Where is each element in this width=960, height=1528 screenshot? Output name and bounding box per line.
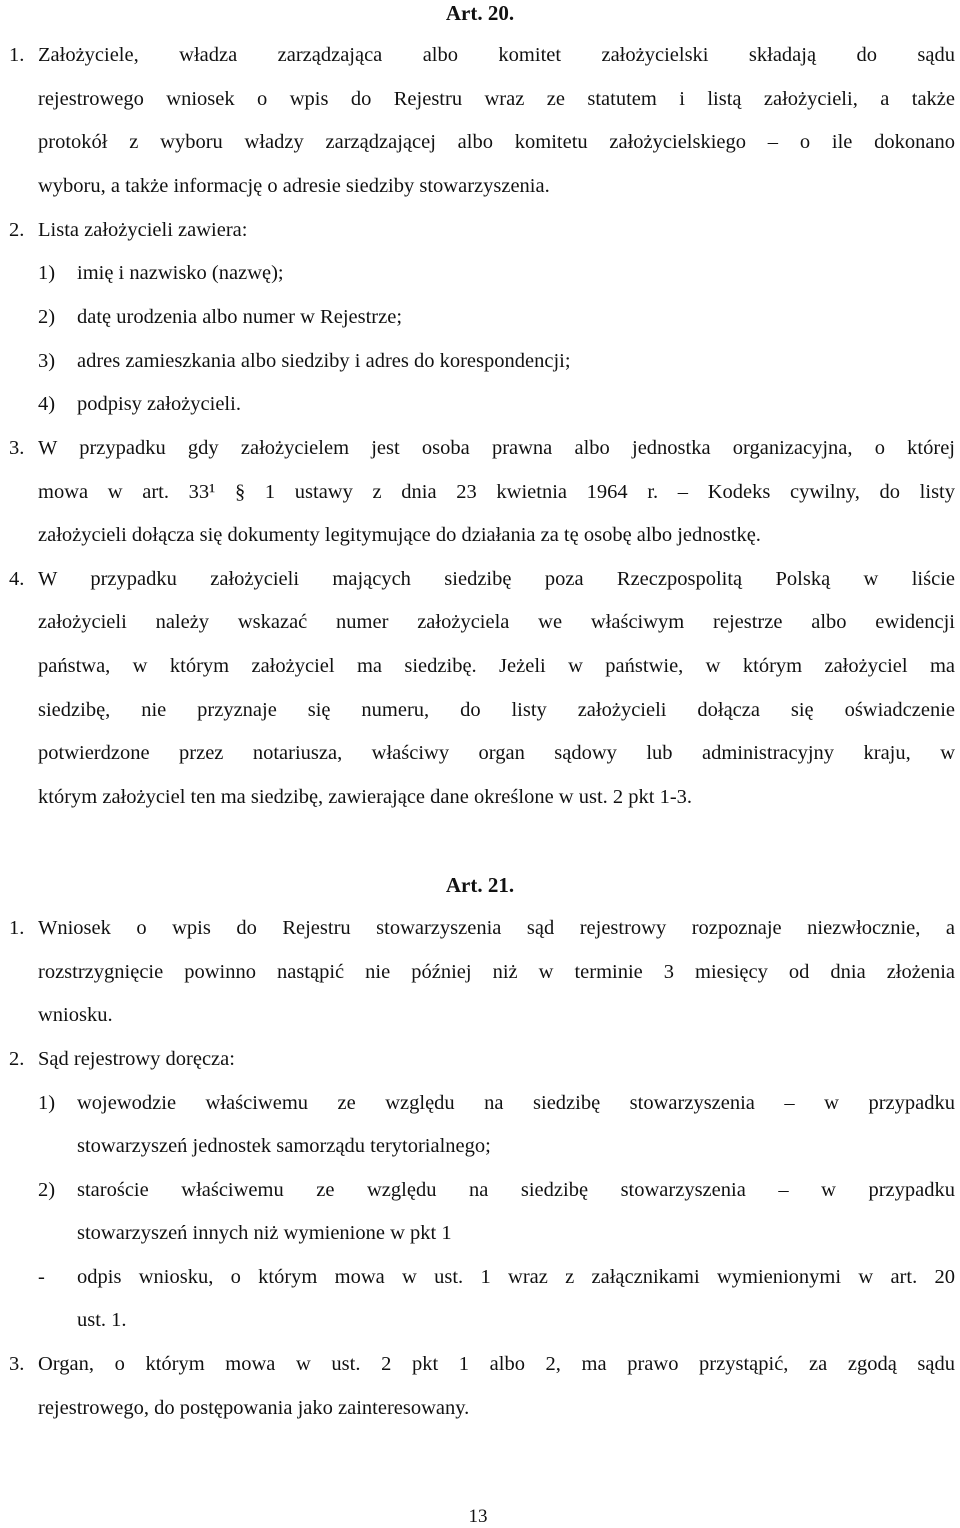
list-item: staroście właściwemu ze względu na siedzibę stowarzyszenia – w przypadku — [77, 1179, 955, 1201]
list-item: stowarzyszeń innych niż wymienione w pkt 1 — [77, 1222, 452, 1244]
item-number: 4) — [38, 393, 56, 415]
text-line: protokół z wyboru władzy zarządzającej albo komitetu założycielskiego – o ile dokonano — [38, 131, 955, 153]
paragraph-number: 2. — [9, 219, 25, 241]
paragraph-number: 3. — [9, 437, 25, 459]
item-number: 1) — [38, 262, 56, 284]
item-number: 3) — [38, 350, 56, 372]
text-line: państwa, w którym założyciel ma siedzibę. Jeżeli w państwie, w którym założyciel ma — [38, 655, 955, 677]
text-line: rozstrzygnięcie powinno nastąpić nie później niż w terminie 3 miesięcy od dnia złożenia — [38, 961, 955, 983]
text-line: wyboru, a także informację o adresie siedziby stowarzyszenia. — [38, 175, 550, 197]
text-line: W przypadku założycieli mających siedzibę poza Rzeczpospolitą Polską w liście — [38, 568, 955, 590]
paragraph-number: 3. — [9, 1353, 25, 1375]
paragraph-number: 1. — [9, 917, 25, 939]
text-line: którym założyciel ten ma siedzibę, zawierające dane określone w ust. 2 pkt 1-3. — [38, 786, 693, 808]
paragraph-number: 2. — [9, 1048, 25, 1070]
article-heading: Art. 21. — [445, 873, 515, 897]
article-heading: Art. 20. — [445, 1, 515, 25]
list-item: podpisy założycieli. — [77, 393, 241, 415]
paragraph-number: 4. — [9, 568, 25, 590]
paragraph-number: 1. — [9, 44, 25, 66]
text-line: Wniosek o wpis do Rejestru stowarzyszenia sąd rejestrowy rozpoznaje niezwłocznie, a — [38, 917, 955, 939]
text-line: założycieli dołącza się dokumenty legitymujące do działania za tę osobę albo jednostkę. — [38, 524, 761, 546]
list-item: imię i nazwisko (nazwę); — [77, 262, 284, 284]
item-number: 2) — [38, 306, 56, 328]
text-line: siedzibę, nie przyznaje się numeru, do listy założycieli dołącza się oświadczenie — [38, 699, 955, 721]
text-line: potwierdzone przez notariusza, właściwy organ sądowy lub administracyjny kraju, w — [38, 742, 955, 764]
list-item: odpis wniosku, o którym mowa w ust. 1 wraz z załącznikami wymienionymi w art. 20 — [77, 1266, 955, 1288]
item-number: 2) — [38, 1179, 56, 1201]
text-line: Organ, o którym mowa w ust. 2 pkt 1 albo 2, ma prawo przystąpić, za zgodą sądu — [38, 1353, 955, 1375]
text-line: wniosku. — [38, 1004, 113, 1026]
item-dash: - — [38, 1266, 45, 1288]
text-line: Założyciele, władza zarządzająca albo komitet założycielski składają do sądu — [38, 44, 955, 66]
text-line: W przypadku gdy założycielem jest osoba prawna albo jednostka organizacyjna, o której — [38, 437, 955, 459]
text-line: założycieli należy wskazać numer założyciela we właściwym rejestrze albo ewidencji — [38, 611, 955, 633]
list-item: adres zamieszkania albo siedziby i adres do korespondencji; — [77, 350, 571, 372]
text-line: Lista założycieli zawiera: — [38, 219, 248, 241]
item-number: 1) — [38, 1092, 56, 1114]
list-item: stowarzyszeń jednostek samorządu terytorialnego; — [77, 1135, 491, 1157]
list-item: wojewodzie właściwemu ze względu na siedzibę stowarzyszenia – w przypadku — [77, 1092, 955, 1114]
page-number: 13 — [468, 1506, 488, 1527]
text-line: rejestrowego, do postępowania jako zainteresowany. — [38, 1397, 470, 1419]
text-line: rejestrowego wniosek o wpis do Rejestru wraz ze statutem i listą założycieli, a także — [38, 88, 955, 110]
list-item: ust. 1. — [77, 1309, 127, 1331]
text-line: mowa w art. 33¹ § 1 ustawy z dnia 23 kwietnia 1964 r. – Kodeks cywilny, do listy — [38, 481, 955, 503]
list-item: datę urodzenia albo numer w Rejestrze; — [77, 306, 403, 328]
text-line: Sąd rejestrowy doręcza: — [38, 1048, 235, 1070]
